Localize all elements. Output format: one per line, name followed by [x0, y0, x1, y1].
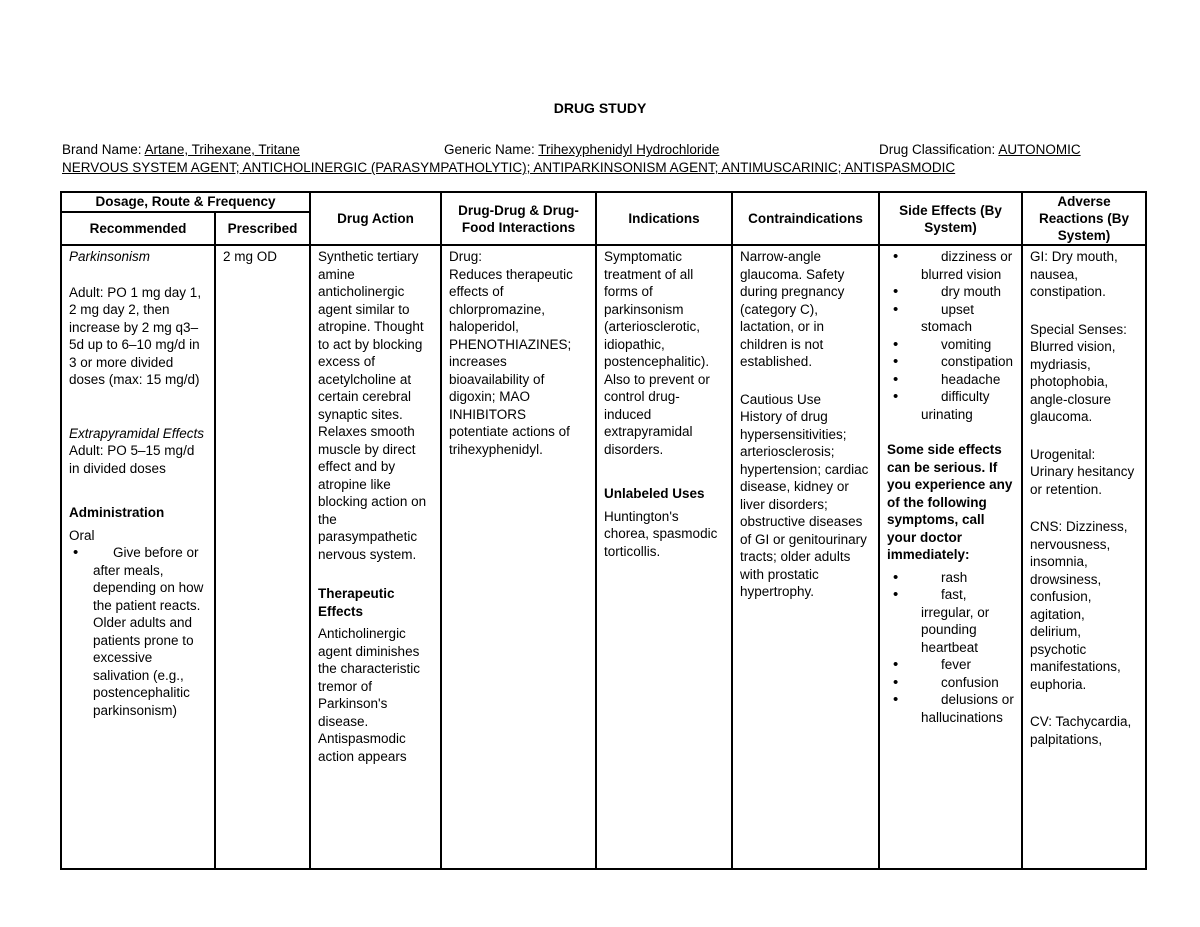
indications-text: Symptomatic treatment of all forms of parkinsonism (arteriosclerotic, idiopathic, postencephalitic). Also to prevent or control drug-induced extrapyramidal disorders.: [604, 249, 710, 457]
drug-header-line-1: [62, 141, 1152, 159]
recommended-header: Recommended: [61, 212, 215, 245]
generic-name-field: [444, 141, 719, 159]
unlabeled-uses-heading: Unlabeled Uses: [604, 486, 705, 501]
drug-action-header: Drug Action: [310, 192, 441, 245]
serious-side-effects-note: Some side effects can be serious. If you experience any of the following symptoms, call your doctor immediately:: [887, 442, 1013, 562]
adverse-special-senses: Special Senses: Blurred vision, mydriasis, photophobia, angle-closure glaucoma.: [1030, 321, 1127, 424]
generic-name-value: Trihexyphenidyl Hydrochloride: [538, 142, 720, 157]
prescribed-header: Prescribed: [215, 212, 310, 245]
administration-heading: Administration: [69, 505, 165, 520]
parkinsonism-heading: Parkinsonism: [69, 249, 151, 264]
contraindications-header: Contraindications: [732, 192, 879, 245]
list-item: • headache: [921, 371, 1014, 389]
interactions-label: Drug:: [449, 249, 483, 264]
list-item: • fast, irregular, or pounding heartbeat: [921, 586, 1014, 656]
list-item: • difficulty urinating: [921, 388, 1014, 423]
serious-side-effects-list: [887, 569, 1014, 727]
list-item: • vomiting: [921, 336, 1014, 354]
list-item: • delusions or hallucinations: [921, 691, 1014, 726]
brand-name-value: Artane, Trihexane, Tritane: [144, 142, 300, 157]
contraindications-cell: [732, 245, 879, 869]
therapeutic-effects-heading: Therapeutic Effects: [318, 586, 395, 619]
unlabeled-uses-text: Huntington's chorea, spasmodic torticollis.: [604, 508, 718, 559]
interactions-header: Drug-Drug & Drug-Food Interactions: [441, 192, 596, 245]
cautious-use-heading: Cautious Use: [740, 391, 822, 407]
list-item: • dizziness or blurred vision: [921, 248, 1014, 283]
interactions-cell: [441, 245, 596, 869]
drug-classification-label: Drug Classification:: [879, 142, 999, 157]
side-effects-header: Side Effects (By System): [879, 192, 1022, 245]
recommended-cell: [61, 245, 215, 869]
adverse-cv: CV: Tachycardia, palpitations,: [1030, 714, 1132, 747]
adverse-cns: CNS: Dizziness, nervousness, insomnia, drowsiness, confusion, agitation, delirium, psychotic manifestations, euphoria.: [1030, 519, 1128, 692]
list-item: • rash: [921, 569, 1014, 587]
list-item: • upset stomach: [921, 301, 1014, 336]
indications-header: Indications: [596, 192, 732, 245]
extrapyramidal-heading: Extrapyramidal Effects: [69, 425, 205, 441]
list-item: • constipation: [921, 353, 1014, 371]
drug-classification-continued: NERVOUS SYSTEM AGENT; ANTICHOLINERGIC (PARASYMPATHOLYTIC); ANTIPARKINSONISM AGENT; ANTIMUSCARINIC; ANTISPASMODIC: [62, 160, 956, 175]
drug-classification-field: [879, 141, 1081, 159]
dosage-route-frequency-header: Dosage, Route & Frequency: [61, 192, 310, 212]
interactions-text: Reduces therapeutic effects of chlorpromazine, haloperidol, PHENOTHIAZINES; increases bioavailability of digoxin; MAO INHIBITORS potentiate actions of trihexyphenidyl.: [449, 266, 573, 457]
list-item: • confusion: [921, 674, 1014, 692]
oral-heading: Oral: [69, 527, 95, 543]
adverse-urogenital: Urogenital: Urinary hesitancy or retention.: [1030, 446, 1135, 497]
contraindications-text: Narrow-angle glaucoma. Safety during pregnancy (category C), lactation, or in children is not established.: [740, 249, 845, 369]
extrapyramidal-dose: Adult: PO 5–15 mg/d in divided doses: [69, 443, 195, 476]
page-title: DRUG STUDY: [553, 100, 647, 116]
parkinsonism-dose: Adult: PO 1 mg day 1, 2 mg day 2, then increase by 2 mg q3–5d up to 6–10 mg/d in 3 or more divided doses (max: 15 mg/d): [69, 284, 202, 387]
drug-action-text: Synthetic tertiary amine anticholinergic agent similar to atropine. Thought to act by blocking excess of acetylcholine at certain cerebral synaptic sites. Relaxes smooth muscle by direct effect and by atropine like blocking action on the parasympathetic nervous system.: [318, 249, 427, 562]
oral-instructions-list: [69, 544, 207, 719]
list-item: • fever: [921, 656, 1014, 674]
brand-name-label: Brand Name:: [62, 142, 145, 157]
adverse-gi: GI: Dry mouth, nausea, constipation.: [1030, 249, 1118, 299]
common-side-effects-list: [887, 248, 1014, 423]
adverse-reactions-cell: [1022, 245, 1146, 869]
prescribed-cell: 2 mg OD: [215, 245, 310, 869]
generic-name-label: Generic Name:: [444, 142, 539, 157]
cautious-use-text: History of drug hypersensitivities; arteriosclerosis; hypertension; cardiac disease, kidney or liver disorders; obstructive diseases of GI or genitourinary tracts; older adults with prostatic hypertrophy.: [740, 409, 869, 599]
drug-classification-value: AUTONOMIC: [998, 142, 1081, 157]
list-item: • Give before or after meals, depending on how the patient reacts. Older adults and patients prone to excessive salivation (e.g., postencephalitic parkinsonism): [93, 544, 207, 719]
side-effects-cell: [879, 245, 1022, 869]
adverse-reactions-header: Adverse Reactions (By System): [1022, 192, 1146, 245]
indications-cell: [596, 245, 732, 869]
drug-action-cell: [310, 245, 441, 869]
therapeutic-effects-text: Anticholinergic agent diminishes the characteristic tremor of Parkinson's disease. Antispasmodic action appears: [318, 626, 421, 764]
list-item: • dry mouth: [921, 283, 1014, 301]
drug-study-table: [60, 191, 1147, 870]
